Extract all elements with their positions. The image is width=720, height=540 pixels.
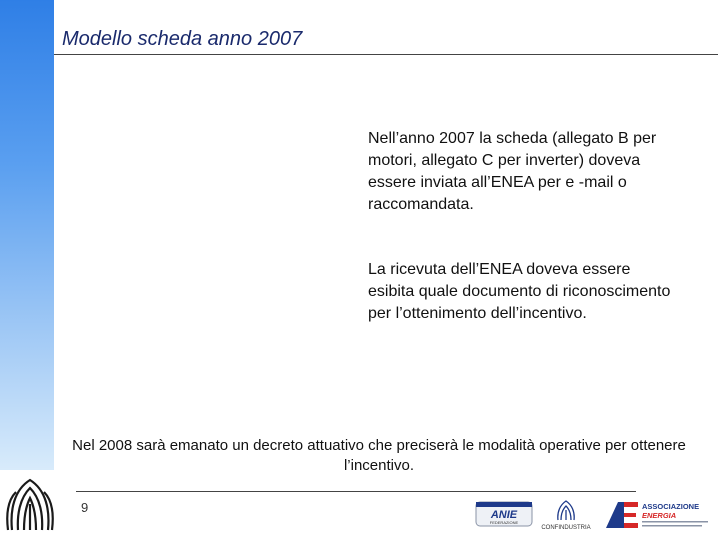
emblem-icon <box>4 474 56 534</box>
anie-logo <box>474 500 534 528</box>
anie-logo-word: ANIE <box>490 509 518 521</box>
anie-logo-sub: FEDERAZIONE <box>489 520 519 525</box>
paragraph-2007-submission: Nell’anno 2007 la scheda (allegato B per motori, allegato C per inverter) doveva essere inviata all’ENEA per e -mail o raccomandata. <box>368 130 657 213</box>
sidebar-gradient-bar <box>0 0 54 470</box>
ae-line-1: ASSOCIAZIONE <box>642 502 700 511</box>
ae-line-2: ENERGIA <box>642 511 677 520</box>
associazione-energia-logo <box>604 498 716 532</box>
title-divider <box>54 54 718 55</box>
slide-title: Modello scheda anno 2007 <box>62 28 303 50</box>
page-number: 9 <box>81 500 89 515</box>
bottom-note-2008: Nel 2008 sarà emanato un decreto attuativo che preciserà le modalità operative per ottenere l’incentivo. <box>72 437 686 474</box>
confindustria-text: CONFINDUSTRIA <box>541 525 591 531</box>
paragraph-enea-receipt: La ricevuta dell’ENEA doveva essere esibita quale documento di riconoscimento per l’ottenimento dell’incentivo. <box>368 261 671 322</box>
confindustria-logo <box>540 498 592 532</box>
footer-divider <box>76 491 636 492</box>
